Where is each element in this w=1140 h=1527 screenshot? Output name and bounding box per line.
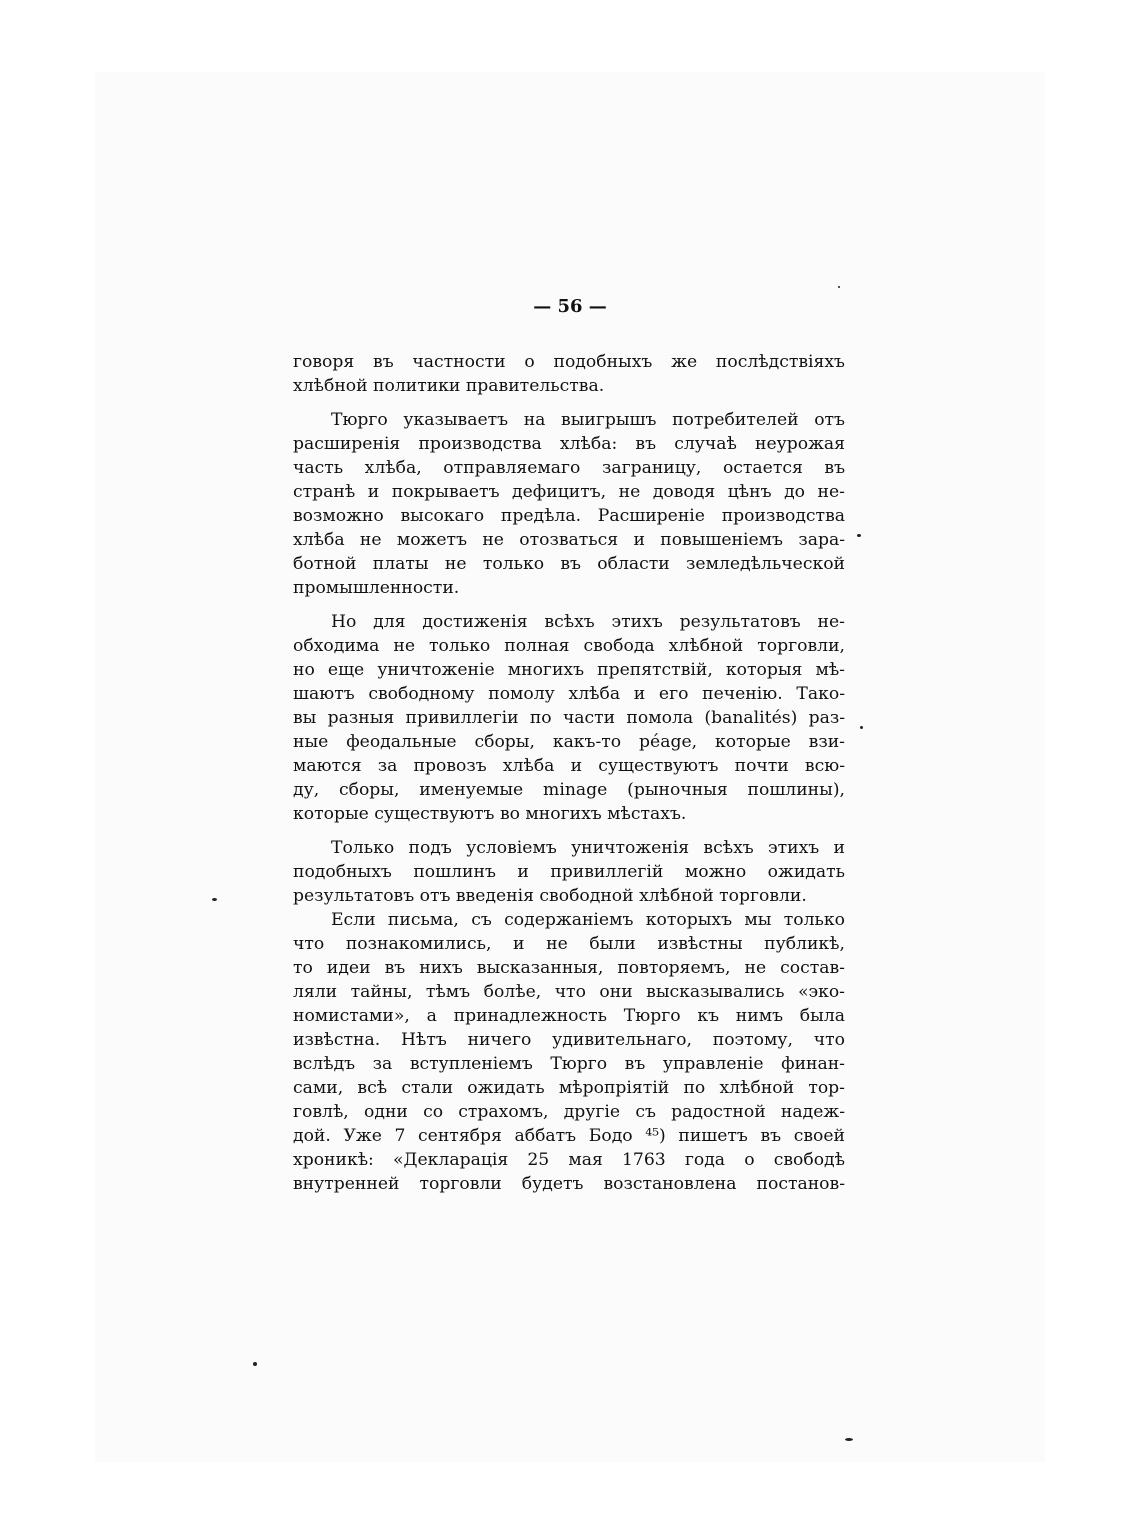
text-line: часть хлѣба, отправляемаго заграницу, остается въ bbox=[293, 458, 845, 478]
text-line: странѣ и покрываетъ дефицитъ, не доводя цѣнъ до не- bbox=[293, 482, 845, 502]
text-line: извѣстна. Нѣтъ ничего удивительнаго, поэтому, что bbox=[293, 1030, 845, 1050]
text-line: ные феодальные сборы, какъ-то péage, которые взи- bbox=[293, 732, 845, 752]
text-line: вслѣдъ за вступленіемъ Тюрго въ управленіе финан- bbox=[293, 1054, 845, 1074]
text-line: дой. Уже 7 сентября аббатъ Бодо ⁴⁵) пишетъ въ своей bbox=[293, 1126, 845, 1146]
text-line: возможно высокаго предѣла. Расширеніе производства bbox=[293, 506, 845, 526]
text-line: которые существуютъ во многихъ мѣстахъ. bbox=[293, 804, 687, 824]
text-line: говлѣ, одни со страхомъ, другіе съ радостной надеж- bbox=[293, 1102, 845, 1122]
text-line: промышленности. bbox=[293, 578, 460, 598]
text-line: расширенія производства хлѣба: въ случаѣ неурожая bbox=[293, 434, 845, 454]
text-line: Тюрго указываетъ на выигрышъ потребителей отъ bbox=[331, 410, 845, 430]
text-line: ду, сборы, именуемые minage (рыночныя пошлины), bbox=[293, 780, 845, 800]
text-line: ботной платы не только въ области земледѣльческой bbox=[293, 554, 845, 574]
text-line: номистами», а принадлежность Тюрго къ нимъ была bbox=[293, 1006, 845, 1026]
text-line: говоря въ частности о подобныхъ же послѣдствіяхъ bbox=[293, 352, 845, 372]
text-line: хлѣбной политики правительства. bbox=[293, 376, 605, 396]
text-line: маются за провозъ хлѣба и существуютъ почти всю- bbox=[293, 756, 845, 776]
text-line: хроникѣ: «Декларація 25 мая 1763 года о свободѣ bbox=[293, 1150, 845, 1170]
text-line: шаютъ свободному помолу хлѣба и его печенію. Тако- bbox=[293, 684, 845, 704]
text-line: хлѣба не можетъ не отозваться и повышеніемъ зара- bbox=[293, 530, 845, 550]
text-line: результатовъ отъ введенія свободной хлѣбной торговли. bbox=[293, 886, 807, 906]
text-line: подобныхъ пошлинъ и привиллегій можно ожидать bbox=[293, 862, 845, 882]
page-number: — 56 — bbox=[533, 296, 607, 317]
scan-speck bbox=[845, 1438, 853, 1441]
text-line: обходима не только полная свобода хлѣбной торговли, bbox=[293, 636, 845, 656]
text-line: Только подъ условіемъ уничтоженія всѣхъ этихъ и bbox=[331, 838, 845, 858]
text-line: что познакомились, и не были извѣстны публикѣ, bbox=[293, 934, 845, 954]
text-line: то идеи въ нихъ высказанныя, повторяемъ, не состав- bbox=[293, 958, 845, 978]
body-text bbox=[293, 350, 845, 1196]
text-line: Если письма, съ содержаніемъ которыхъ мы только bbox=[331, 910, 845, 930]
scan-speck bbox=[857, 534, 861, 537]
text-line: сами, всѣ стали ожидать мѣропріятій по хлѣбной тор- bbox=[293, 1078, 845, 1098]
text-line: но еще уничтоженіе многихъ препятствій, которыя мѣ- bbox=[293, 660, 845, 680]
text-line: Но для достиженія всѣхъ этихъ результатовъ не- bbox=[331, 612, 845, 632]
scan-speck bbox=[212, 898, 217, 901]
text-line: вы разныя привиллегіи по части помола (banalités) раз- bbox=[293, 708, 845, 728]
text-line: ляли тайны, тѣмъ болѣе, что они высказывались «эко- bbox=[293, 982, 845, 1002]
scan-speck bbox=[860, 726, 863, 729]
scan-speck bbox=[838, 286, 840, 288]
text-line: внутренней торговли будетъ возстановлена постанов- bbox=[293, 1174, 845, 1194]
scan-speck bbox=[253, 1362, 257, 1366]
